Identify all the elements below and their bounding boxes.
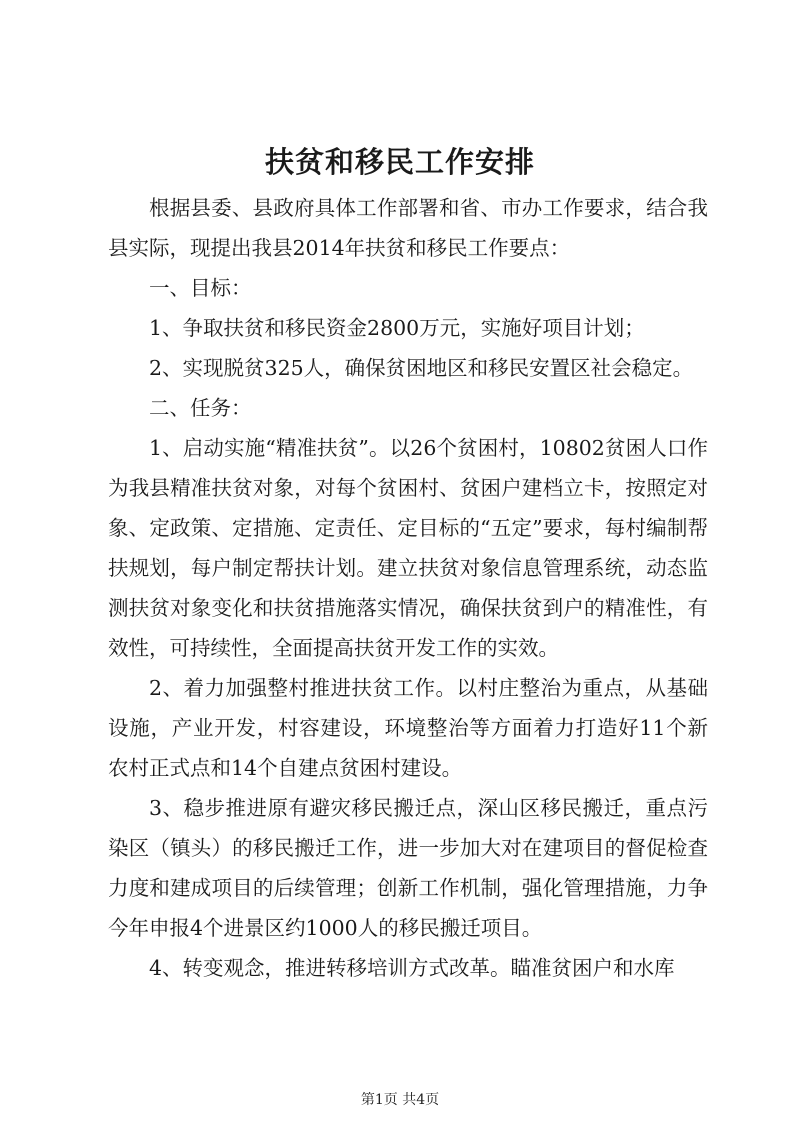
task-item-1: 1、启动实施“精准扶贫”。以26个贫困村，10802贫困人口作为我县精准扶贫对象，对每个贫困村、贫困户建档立卡，按照定对象、定政策、定措施、定责任、定目标的“五定”要求，每村编制帮扶规划，每户制定帮扶计划。建立扶贫对象信息管理系统，动态监测扶贫对象变化和扶贫措施落实情况，确保扶贫到户的精准性，有效性，可持续性，全面提高扶贫开发工作的实效。 — [108, 436, 708, 660]
document-body — [108, 188, 708, 988]
page-footer: 第1页 共4页 — [360, 1092, 440, 1108]
goal-item-2: 2、实现脱贫325人，确保贫困地区和移民安置区社会稳定。 — [149, 356, 694, 380]
goal-item-1: 1、争取扶贫和移民资金2800万元，实施好项目计划； — [149, 316, 645, 340]
task-item-4: 4、转变观念，推进转移培训方式改革。瞄准贫困户和水库 — [149, 956, 675, 980]
task-item-2: 2、着力加强整村推进扶贫工作。以村庄整治为重点，从基础设施，产业开发，村容建设，环境整治等方面着力打造好11个新农村正式点和14个自建点贫困村建设。 — [108, 676, 708, 780]
heading-goals: 一、目标： — [149, 276, 252, 300]
heading-tasks: 二、任务： — [149, 396, 252, 420]
document-title: 扶贫和移民工作安排 — [264, 145, 535, 179]
paragraph-intro: 根据县委、县政府具体工作部署和省、市办工作要求，结合我县实际，现提出我县2014年扶贫和移民工作要点： — [108, 196, 708, 260]
task-item-3: 3、稳步推进原有避灾移民搬迁点，深山区移民搬迁，重点污染区（镇头）的移民搬迁工作，进一步加大对在建项目的督促检查力度和建成项目的后续管理；创新工作机制，强化管理措施，力争今年申报4个进景区约1000人的移民搬迁项目。 — [108, 796, 708, 940]
